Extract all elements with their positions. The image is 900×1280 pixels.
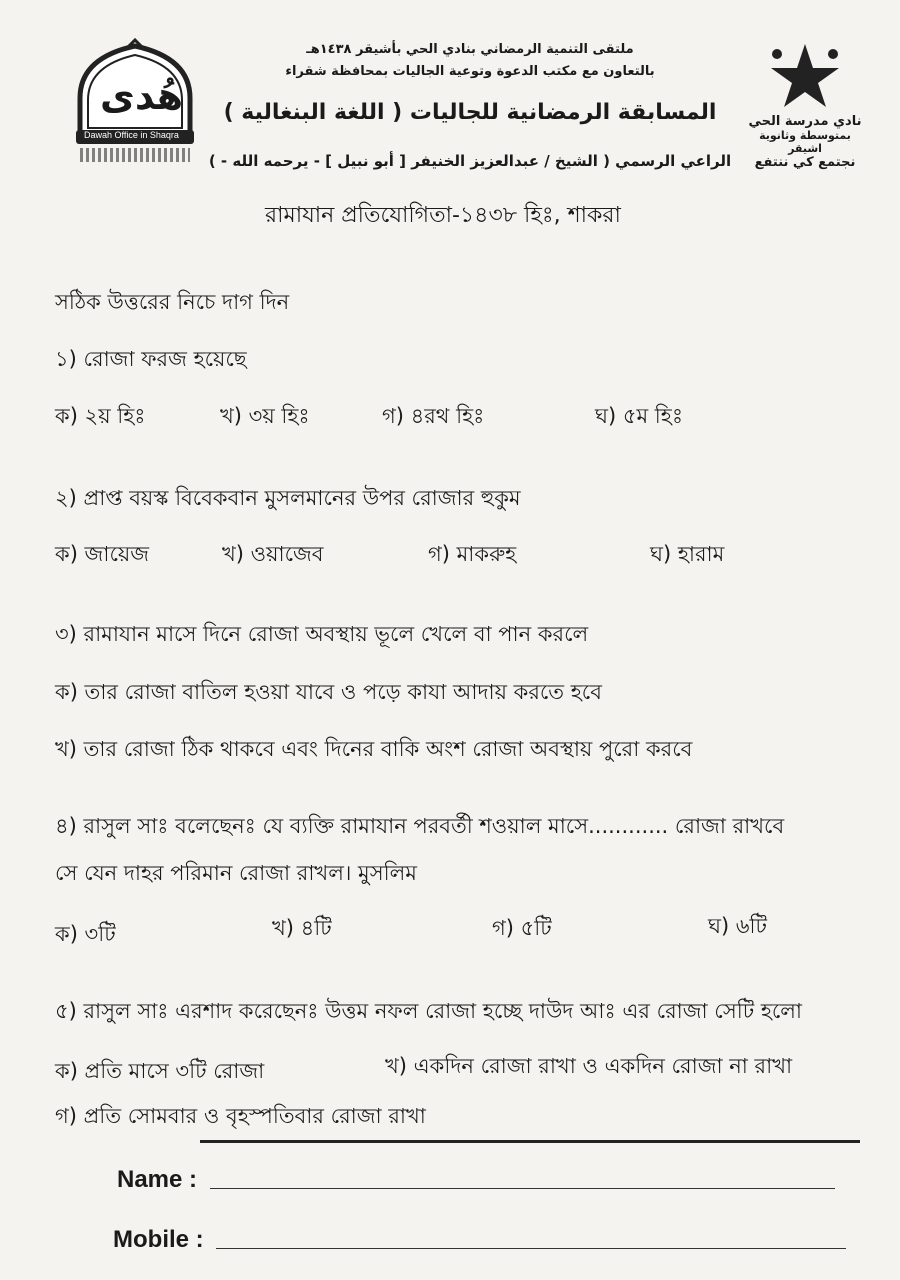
q3-option-a[interactable]: ক) তার রোজা বাতিল হওয়া যাবে ও পড়ে কাযা আদায় করতে হবে <box>55 680 602 704</box>
q1-option-d[interactable]: ঘ) ৫ম হিঃ <box>595 404 684 428</box>
q1-option-b[interactable]: খ) ৩য় হিঃ <box>220 404 310 428</box>
logo-underline-pattern <box>80 148 190 162</box>
arabic-header-line1: ملتقى التنمية الرمضاني بنادي الحي بأشيقر ١٤٣٨هـ <box>306 42 634 57</box>
logo-caption: Dawah Office in Shaqra <box>84 130 179 140</box>
question-4-line2: সে যেন দাহর পরিমান রোজা রাখল। মুসলিম <box>55 861 417 885</box>
section-divider <box>200 1140 860 1143</box>
arabic-title: المسابقة الرمضانية للجاليات ( اللغة البنغالية ) <box>223 100 717 125</box>
q2-option-a[interactable]: ক) জায়েজ <box>55 542 150 566</box>
question-1: ১) রোজা ফরজ হয়েছে <box>55 347 247 371</box>
huda-logo <box>70 38 200 168</box>
right-logo-line1: نادي مدرسة الحي <box>748 114 862 129</box>
star-figures-icon <box>765 40 845 110</box>
question-4: ৪) রাসুল সাঃ বলেছেনঃ যে ব্যক্তি রামাযান পরবর্তী শওয়াল মাসে............ রোজা রাখবে <box>55 814 785 838</box>
q1-option-a[interactable]: ক) ২য় হিঃ <box>55 404 146 428</box>
logo-arabic-text: هُدى <box>100 74 184 118</box>
q2-option-b[interactable]: খ) ওয়াজেব <box>222 542 324 566</box>
q5-option-c[interactable]: গ) প্রতি সোমবার ও বৃহস্পতিবার রোজা রাখা <box>55 1104 426 1128</box>
bengali-subtitle: রামাযান প্রতিযোগিতা-১৪৩৮ হিঃ, শাকরা <box>265 203 621 228</box>
mobile-label: Mobile : <box>113 1226 204 1253</box>
q5-option-a[interactable]: ক) প্রতি মাসে ৩টি রোজা <box>55 1059 265 1083</box>
name-field[interactable] <box>210 1170 835 1189</box>
question-5: ৫) রাসুল সাঃ এরশাদ করেছেনঃ উত্তম নফল রোজা হচ্ছে দাউদ আঃ এর রোজা সেটি হলো <box>55 999 803 1023</box>
name-label: Name : <box>117 1166 198 1193</box>
q1-option-c[interactable]: গ) ৪রথ হিঃ <box>382 404 485 428</box>
q4-option-b[interactable]: খ) ৪টি <box>272 916 332 940</box>
q4-option-d[interactable]: ঘ) ৬টি <box>708 914 767 938</box>
school-club-logo <box>745 40 865 170</box>
q4-option-a[interactable]: ক) ৩টি <box>55 922 116 946</box>
q3-option-b[interactable]: খ) তার রোজা ঠিক থাকবে এবং দিনের বাকি অংশ রোজা অবস্থায় পুরো করবে <box>55 737 693 761</box>
mobile-field[interactable] <box>216 1228 846 1249</box>
q2-option-d[interactable]: ঘ) হারাম <box>650 542 725 566</box>
q5-option-b[interactable]: খ) একদিন রোজা রাখা ও একদিন রোজা না রাখা <box>385 1054 793 1078</box>
arabic-header-line2: بالتعاون مع مكتب الدعوة وتوعية الجاليات بمحافظة شقراء <box>285 64 655 79</box>
question-2: ২) প্রাপ্ত বয়স্ক বিবেকবান মুসলমানের উপর রোজার হুকুম <box>55 486 521 510</box>
right-logo-line2: بمتوسطة وثانوية اشيقر <box>759 129 851 155</box>
right-logo-slogan: نجتمع كي ننتفع <box>754 155 856 170</box>
q2-option-c[interactable]: গ) মাকরুহ <box>428 542 517 566</box>
arabic-sponsor: الراعي الرسمي ( الشيخ / عبدالعزيز الخنيفر [ أبو نبيل ] - يرحمه الله - ) <box>208 152 732 170</box>
q4-option-c[interactable]: গ) ৫টি <box>492 916 552 940</box>
instruction: সঠিক উত্তরের নিচে দাগ দিন <box>55 290 290 314</box>
question-3: ৩) রামাযান মাসে দিনে রোজা অবস্থায় ভূলে খেলে বা পান করলে <box>55 622 589 646</box>
